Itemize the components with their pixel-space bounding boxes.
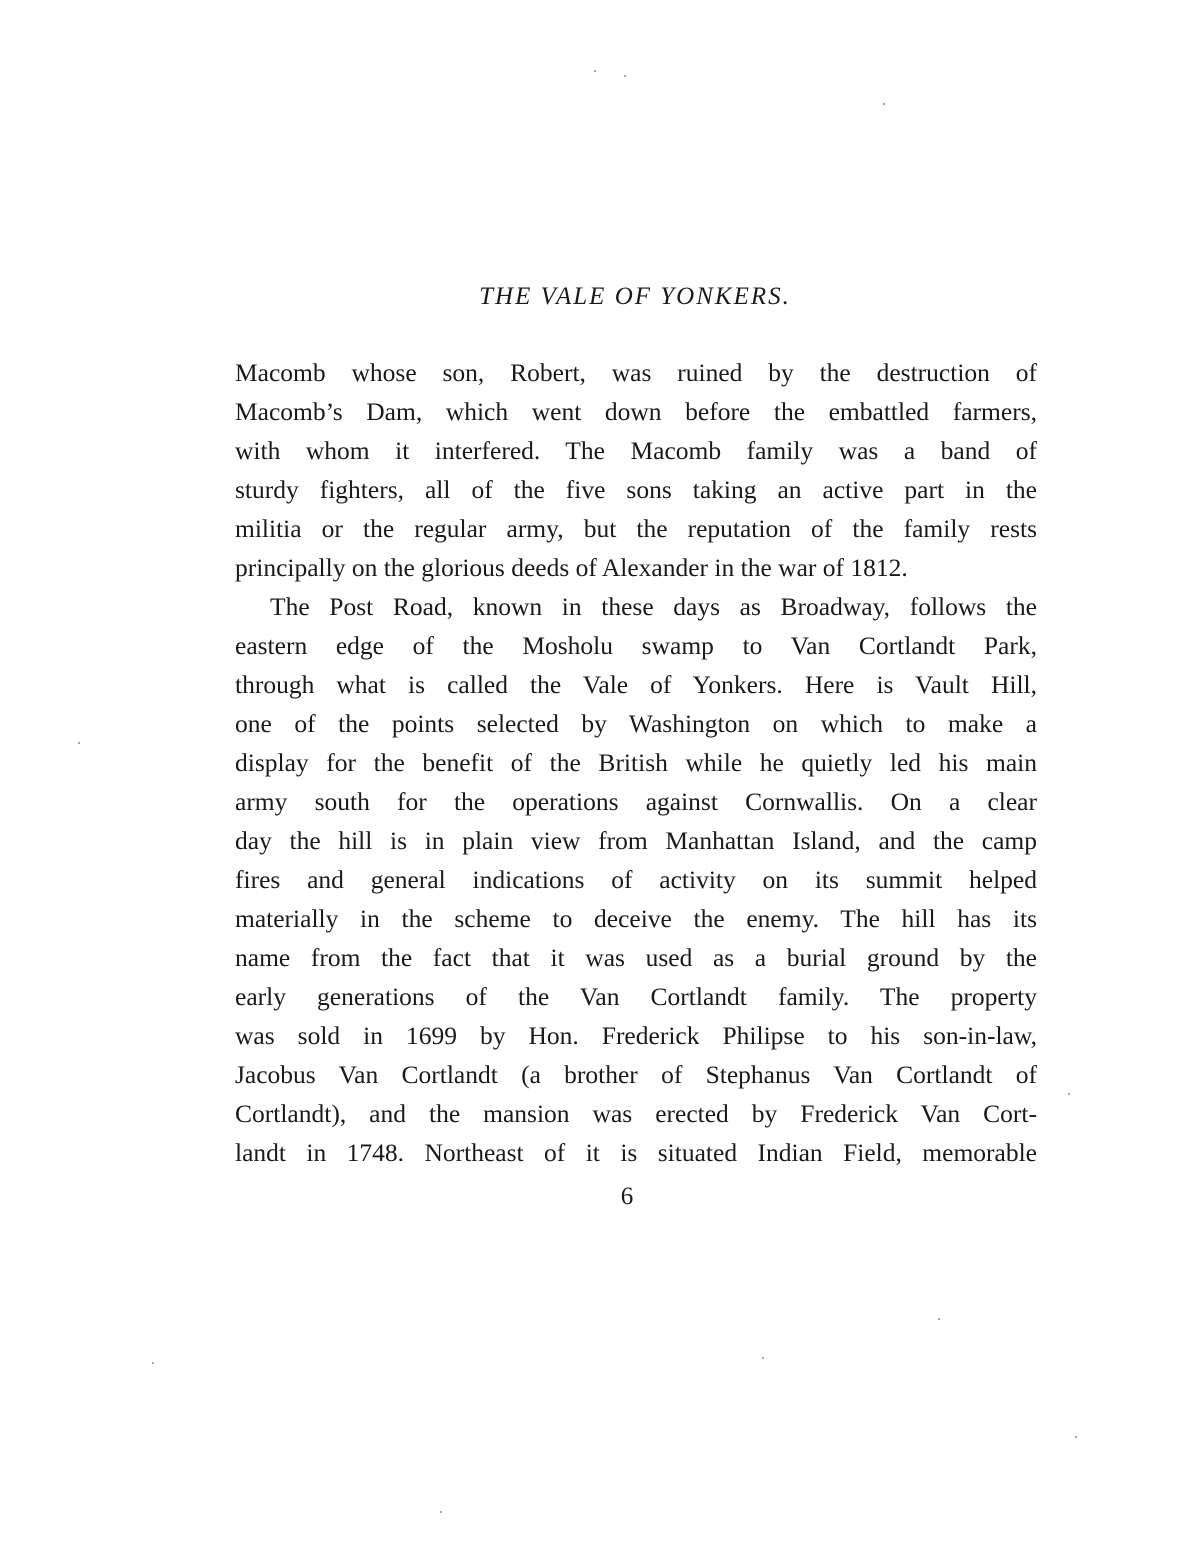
text-line: Cortlandt), and the mansion was erected by Frederick Van Cort- [235,1099,1037,1128]
scan-speck [78,742,80,744]
text-line: sturdy fighters, all of the five sons taking an active part in the [235,475,1037,504]
text-line: militia or the regular army, but the reputation of the family rests [235,514,1037,543]
text-line: principally on the glorious deeds of Alexander in the war of 1812. [235,553,908,582]
text-line: day the hill is in plain view from Manhattan Island, and the camp [235,826,1037,855]
running-header: THE VALE OF YONKERS. [479,283,791,310]
scan-speck [1068,1093,1070,1095]
scan-speck [152,1362,154,1364]
text-line: name from the fact that it was used as a burial ground by the [235,943,1037,972]
text-line: materially in the scheme to deceive the enemy. The hill has its [235,904,1037,933]
text-line: early generations of the Van Cortlandt family. The property [235,982,1037,1011]
text-line: display for the benefit of the British while he quietly led his main [235,748,1037,777]
page-number: 6 [620,1183,634,1210]
scan-speck [938,1318,940,1320]
text-line: Jacobus Van Cortlandt (a brother of Stephanus Van Cortlandt of [235,1060,1037,1089]
scan-speck [883,103,885,105]
text-line: Macomb whose son, Robert, was ruined by the destruction of [235,358,1037,387]
text-line: fires and general indications of activity on its summit helped [235,865,1037,894]
scan-speck [1075,1436,1077,1438]
scan-speck [624,75,626,77]
text-line: with whom it interfered. The Macomb family was a band of [235,436,1037,465]
text-line: landt in 1748. Northeast of it is situated Indian Field, memorable [235,1138,1037,1167]
text-line: The Post Road, known in these days as Broadway, follows the [270,592,1037,621]
text-line: eastern edge of the Mosholu swamp to Van Cortlandt Park, [235,631,1037,660]
body-text [235,353,1037,1172]
text-line: one of the points selected by Washington on which to make a [235,709,1037,738]
scan-speck [594,70,596,72]
text-line: through what is called the Vale of Yonkers. Here is Vault Hill, [235,670,1037,699]
scan-speck [762,1357,764,1359]
text-line: Macomb’s Dam, which went down before the embattled farmers, [235,397,1037,426]
text-line: was sold in 1699 by Hon. Frederick Philipse to his son-in-law, [235,1021,1037,1050]
scan-speck [440,1511,442,1513]
text-line: army south for the operations against Cornwallis. On a clear [235,787,1037,816]
